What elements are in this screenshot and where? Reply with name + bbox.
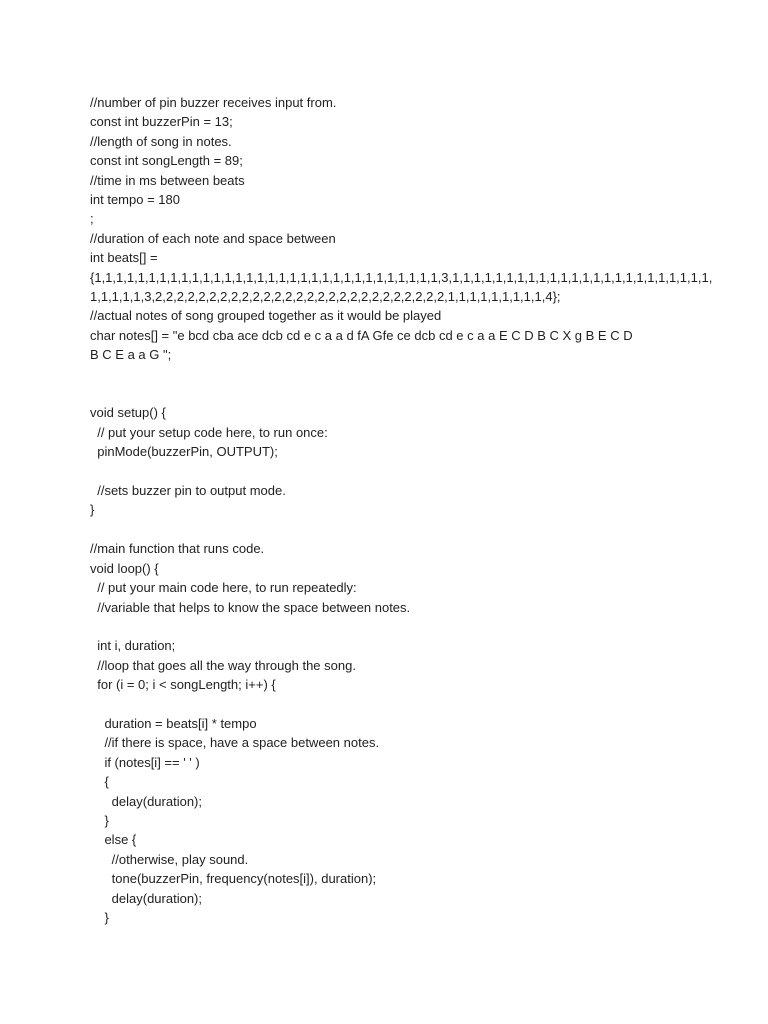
code-line: for (i = 0; i < songLength; i++) { [90, 677, 276, 693]
code-line: } [90, 812, 109, 828]
code-line: //loop that goes all the way through the song. [90, 657, 356, 673]
code-line: tone(buzzerPin, frequency(notes[i]), duration); [90, 871, 377, 887]
code-line: delay(duration); [90, 890, 202, 906]
code-line: } [90, 909, 109, 925]
code-line: duration = beats[i] * tempo [90, 715, 257, 731]
blank-line [90, 695, 690, 714]
code-line: delay(duration); [90, 793, 202, 809]
blank-line [90, 617, 690, 636]
code-line: //duration of each note and space between [90, 230, 336, 246]
code-line: //sets buzzer pin to output mode. [90, 483, 286, 499]
code-line: void loop() { [90, 560, 159, 576]
code-line: // put your main code here, to run repeatedly: [90, 580, 357, 596]
code-line: //actual notes of song grouped together as it would be played [90, 308, 442, 324]
code-line: int tempo = 180 [90, 192, 180, 208]
code-line: else { [90, 832, 137, 848]
code-line: //main function that runs code. [90, 541, 265, 557]
code-line: //if there is space, have a space between notes. [90, 735, 380, 751]
code-line: int beats[] = [90, 250, 158, 266]
code-line: {1,1,1,1,1,1,1,1,1,1,1,1,1,1,1,1,1,1,1,1,1,1,1,1,1,1,1,1,1,1,1,1,3,1,1,1,1,1,1,1,1,1,1,1,1,1,1,1,1,1,1,1,1,1,1,1,1, [90, 269, 713, 285]
code-line: //variable that helps to know the space between notes. [90, 599, 411, 615]
code-line: const int songLength = 89; [90, 153, 243, 169]
code-line: //number of pin buzzer receives input from. [90, 95, 337, 110]
blank-line [90, 462, 690, 481]
blank-line [90, 384, 690, 403]
code-line: 1,1,1,1,1,3,2,2,2,2,2,2,2,2,2,2,2,2,2,2,2,2,2,2,2,2,2,2,2,2,2,2,2,1,1,1,1,1,1,1,1,1,4}; [90, 289, 561, 305]
code-line: //length of song in notes. [90, 133, 232, 149]
code-line: int i, duration; [90, 638, 176, 654]
code-line: pinMode(buzzerPin, OUTPUT); [90, 444, 278, 460]
code-line: ; [90, 211, 94, 227]
code-line: { [90, 774, 109, 790]
blank-line [90, 520, 690, 539]
code-line: //otherwise, play sound. [90, 851, 249, 867]
code-line: } [90, 502, 95, 518]
code-listing [90, 93, 713, 927]
code-line: B C E a a G "; [90, 347, 172, 363]
code-line: // put your setup code here, to run once: [90, 424, 328, 440]
code-line: void setup() { [90, 405, 166, 421]
code-line: const int buzzerPin = 13; [90, 114, 233, 130]
code-line: //time in ms between beats [90, 172, 245, 188]
blank-line [90, 365, 690, 384]
code-line: char notes[] = "e bcd cba ace dcb cd e c a a d fA Gfe ce dcb cd e c a a E C D B C X g B E C D [90, 327, 633, 343]
code-line: if (notes[i] == ' ' ) [90, 754, 200, 770]
